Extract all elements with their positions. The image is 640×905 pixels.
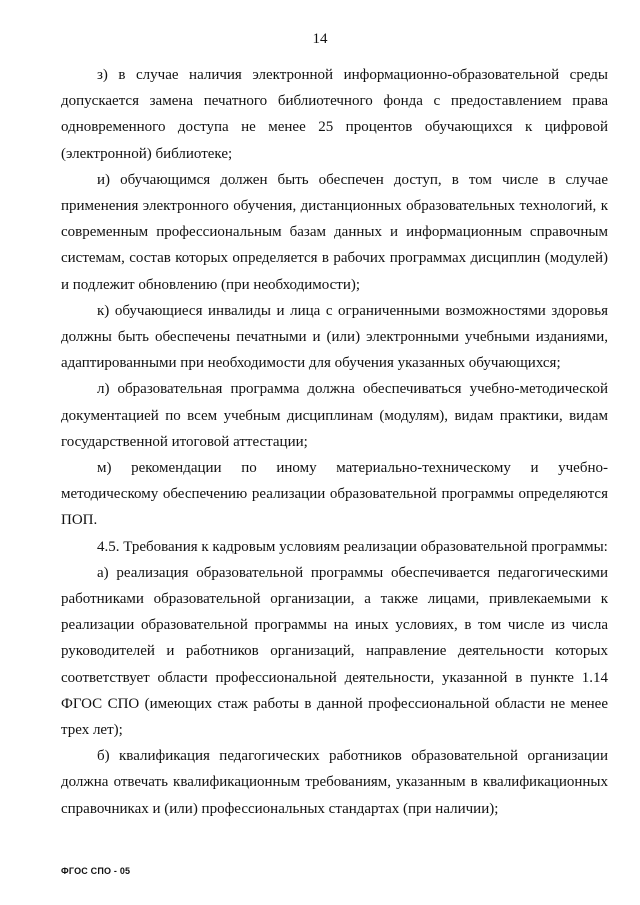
paragraph-a: а) реализация образовательной программы обеспечивается педагогическими работниками образовательной организации, а также лицами, привлекаемыми к реализации образовательной программы на иных условиях, в том числе из числа руководителей и работников организаций, направление деятельности которых соответствует области профессиональной деятельности, указанной в пункте 1.14 ФГОС СПО (имеющих стаж работы в данной профессиональной области не менее трех лет); [61,564,608,739]
paragraph-m: м) рекомендации по иному материально-техническому и учебно-методическому обеспечению реализации образовательной программы определяются ПОП. [61,460,608,529]
footer-code: ФГОС СПО - 05 [61,866,131,876]
paragraph-k: к) обучающиеся инвалиды и лица с ограниченными возможностями здоровья должны быть обеспечены печатными и (или) электронными учебными изданиями, адаптированными при необходимости для обучения указанных обучающихся; [61,302,608,372]
section-heading-4-5: 4.5. Требования к кадровым условиям реализации образовательной программы: [97,538,608,555]
document-body [61,62,608,822]
paragraph-l: л) образовательная программа должна обеспечиваться учебно-методической документацией по всем учебным дисциплинам (модулям), видам практики, видам государственной итоговой аттестации; [61,381,608,450]
paragraph-z: з) в случае наличия электронной информационно-образовательной среды допускается замена печатного библиотечного фонда с предоставлением права одновременного доступа не менее 25 процентов обучающихся к цифровой (электронной) библиотеке; [61,67,608,162]
paragraph-i: и) обучающимся должен быть обеспечен доступ, в том числе в случае применения электронного обучения, дистанционных образовательных технологий, к современным профессиональным базам данных и информационным справочным системам, состав которых определяется в рабочих программах дисциплин (модулей) и подлежит обновлению (при необходимости); [61,171,608,293]
paragraph-b: б) квалификация педагогических работников образовательной организации должна отвечать квалификационным требованиям, указанным в квалификационных справочниках и (или) профессиональных стандартах (при наличии); [61,748,608,817]
page-number: 14 [312,31,328,47]
